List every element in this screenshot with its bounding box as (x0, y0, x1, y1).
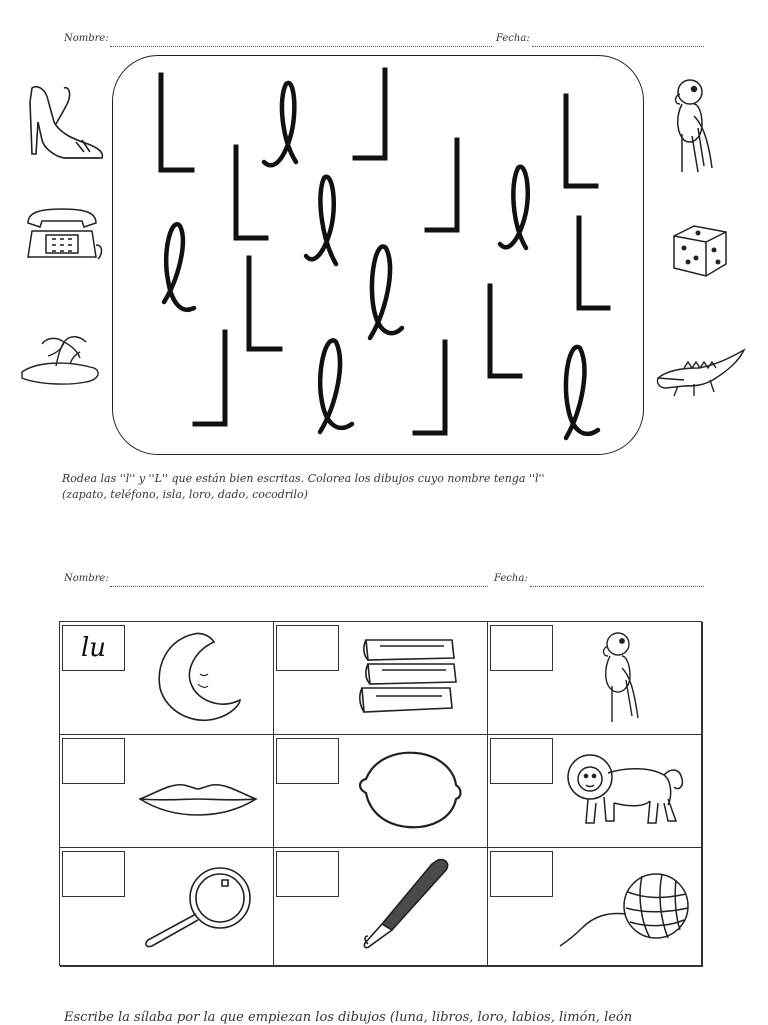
date-label: Fecha: (496, 33, 530, 44)
yarn-ball-icon (558, 870, 694, 956)
letters-drawing (0, 0, 768, 470)
bottom-instruction: Escribe la sílaba por la que empiezan los dibujos (luna, libros, loro, labios, limón, león (64, 1010, 633, 1025)
syllable-box[interactable] (490, 738, 553, 784)
syllable-box[interactable] (490, 625, 553, 671)
lion-icon (564, 747, 688, 833)
shoe-icon (24, 82, 108, 162)
dice-icon (668, 220, 732, 280)
mirrored-cursive-l (306, 177, 336, 264)
cursive-l (320, 340, 352, 432)
moon-icon (154, 630, 244, 726)
date-label: Fecha: (494, 573, 528, 584)
mirrored-cursive-l (500, 167, 528, 248)
island-icon (16, 332, 104, 390)
grid-cell-lion (488, 735, 703, 848)
capital-l (236, 147, 266, 238)
syllable-box[interactable] (490, 851, 553, 897)
date-line[interactable] (530, 586, 704, 587)
mirrored-cursive-l (264, 83, 296, 165)
grid-cell-magnifier (60, 848, 274, 967)
name-label: Nombre: (64, 573, 109, 584)
mirrored-l (355, 70, 385, 158)
syllable-box[interactable] (276, 851, 339, 897)
crochet-hook-icon (358, 854, 454, 954)
syllable-box[interactable] (276, 738, 339, 784)
grid-cell-lips (60, 735, 274, 848)
name-line[interactable] (110, 586, 488, 587)
books-icon (358, 636, 462, 718)
instruction-text (62, 471, 712, 503)
capital-l (579, 218, 608, 308)
capital-l (566, 96, 596, 186)
instruction-line-2: (zapato, teléfono, isla, loro, dado, cocodrilo) (62, 488, 308, 501)
capital-l (490, 286, 520, 376)
telephone-icon (22, 205, 106, 267)
lemon-icon (356, 747, 464, 833)
cursive-l (566, 347, 598, 438)
grid-cell-yarn (488, 848, 703, 967)
name-label: Nombre: (64, 33, 109, 44)
capital-l (161, 75, 192, 170)
syllable-box[interactable]: lu (62, 625, 125, 671)
instruction-line-1: Rodea las ''l'' y ''L'' que están bien escritas. Colorea los dibujos cuyo nombre tenga ''l'' (62, 472, 545, 485)
parrot-icon (668, 76, 724, 176)
capital-l (249, 258, 280, 349)
cursive-l (164, 224, 194, 310)
grid-cell-moon (60, 622, 274, 735)
grid-cell-crochet (274, 848, 488, 967)
cursive-l (370, 246, 402, 338)
mirrored-l (195, 332, 225, 424)
syllable-box[interactable] (62, 738, 125, 784)
grid-cell-books (274, 622, 488, 735)
mirrored-l (415, 342, 445, 433)
magnifying-glass-icon (138, 864, 262, 950)
grid-cell-parrot (488, 622, 703, 735)
syllable-box[interactable] (62, 851, 125, 897)
syllable-grid (59, 621, 702, 966)
parrot-icon (598, 628, 648, 728)
lips-icon (136, 779, 260, 819)
grid-cell-lemon (274, 735, 488, 848)
name-date-row-2 (64, 573, 704, 589)
syllable-box[interactable] (276, 625, 339, 671)
mirrored-l (427, 140, 457, 230)
crocodile-icon (654, 344, 750, 404)
